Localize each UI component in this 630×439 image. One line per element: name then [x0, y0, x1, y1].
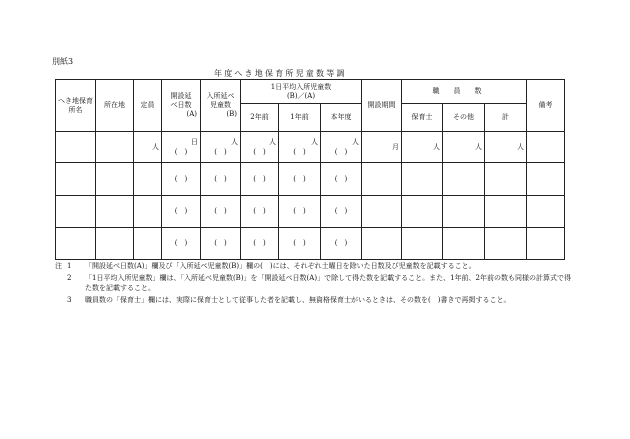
note-number: 1	[67, 262, 72, 270]
cell-this-year[interactable]: ( )	[321, 196, 362, 228]
cell-facility-name[interactable]	[56, 228, 96, 260]
header-two-years-ago: 2年前	[241, 104, 279, 132]
survey-table	[55, 79, 565, 260]
cell-location[interactable]	[96, 228, 134, 260]
cell-two-years-ago[interactable]: ( )	[241, 228, 279, 260]
cell-location[interactable]	[96, 163, 134, 196]
cell-other[interactable]	[443, 163, 485, 196]
header-nursery-teacher: 保育士	[402, 104, 443, 132]
cell-other[interactable]	[443, 228, 485, 260]
header-other: その他	[443, 104, 485, 132]
cell-opening-period[interactable]: 月	[362, 132, 402, 163]
note-item	[55, 262, 575, 271]
header-admitted	[201, 80, 241, 132]
cell-total[interactable]	[485, 163, 527, 196]
cell-admitted[interactable]: ( )	[201, 196, 241, 228]
cell-total[interactable]	[485, 196, 527, 228]
cell-location[interactable]	[96, 196, 134, 228]
header-row-1	[56, 80, 565, 104]
header-daily-average-l2: (B)／(A)	[286, 91, 316, 100]
cell-one-year-ago[interactable]: ( )	[279, 228, 321, 260]
note-text: 職員数の「保育士」欄には、実際に保育士として従事した者を記載し、無資格保育士がいるときは、その数を( )書きで再掲すること。	[85, 296, 511, 305]
cell-facility-name[interactable]	[56, 132, 96, 163]
notes-section	[55, 262, 575, 309]
cell-open-days[interactable]: ( )	[162, 163, 201, 196]
notes-label: 注	[55, 262, 62, 270]
header-open-days	[162, 80, 201, 132]
cell-opening-period[interactable]	[362, 196, 402, 228]
note-text: 「1日平均入所児童数」欄は、「入所延べ児童数(B)」を「開設延べ日数(A)」で除して得た数を記載すること。また、1年前、2年前の数も同様の計算式で得た数を記載すること。	[85, 274, 571, 292]
cell-location[interactable]	[96, 132, 134, 163]
cell-opening-period[interactable]	[362, 228, 402, 260]
cell-remarks[interactable]	[527, 132, 565, 163]
cell-facility-name[interactable]	[56, 163, 96, 196]
header-one-year-ago: 1年前	[279, 104, 321, 132]
cell-this-year[interactable]: ( )	[321, 228, 362, 260]
header-this-year: 本年度	[321, 104, 362, 132]
cell-admitted[interactable]: ( )	[201, 228, 241, 260]
note-item	[55, 296, 575, 305]
cell-facility-name[interactable]	[56, 196, 96, 228]
note-number: 2	[67, 274, 72, 283]
cell-two-years-ago[interactable]: 人 ( )	[241, 132, 279, 163]
header-location: 所在地	[96, 80, 134, 132]
header-facility-name: へき地保育所名	[56, 80, 96, 132]
cell-nursery-teacher[interactable]	[402, 196, 443, 228]
cell-admitted[interactable]: ( )	[201, 163, 241, 196]
note-text: 「開設延べ日数(A)」欄及び「入所延べ児童数(B)」欄の( )には、それぞれ土曜日を除いた日数及び児童数を記載すること。	[85, 262, 476, 270]
table-row	[56, 228, 565, 260]
cell-total[interactable]: 人	[485, 132, 527, 163]
cell-two-years-ago[interactable]: ( )	[241, 196, 279, 228]
cell-remarks[interactable]	[527, 163, 565, 196]
table-row	[56, 132, 565, 163]
cell-nursery-teacher[interactable]: 人	[402, 132, 443, 163]
cell-open-days[interactable]: ( )	[162, 196, 201, 228]
header-admitted-l2: 児童数	[210, 101, 231, 110]
cell-nursery-teacher[interactable]	[402, 228, 443, 260]
cell-remarks[interactable]	[527, 196, 565, 228]
note-number: 3	[67, 296, 72, 305]
cell-one-year-ago[interactable]: 人 ( )	[279, 132, 321, 163]
header-daily-average-l1: 1日平均入所児童数	[270, 82, 332, 91]
header-capacity: 定員	[134, 80, 162, 132]
cell-remarks[interactable]	[527, 228, 565, 260]
note-item	[55, 274, 575, 293]
cell-capacity[interactable]	[134, 196, 162, 228]
cell-opening-period[interactable]	[362, 163, 402, 196]
header-open-days-code: (A)	[186, 109, 197, 118]
cell-other[interactable]	[443, 196, 485, 228]
table-row	[56, 196, 565, 228]
table-row	[56, 163, 565, 196]
header-open-days-l2: べ日数	[170, 101, 192, 110]
cell-two-years-ago[interactable]: ( )	[241, 163, 279, 196]
cell-one-year-ago[interactable]: ( )	[279, 163, 321, 196]
annex-label: 別紙3	[52, 57, 74, 66]
form-title: 年度へき地保育所児童数等調	[214, 69, 347, 78]
header-opening-period: 開設期間	[362, 80, 402, 132]
cell-capacity[interactable]: 人	[134, 132, 162, 163]
header-remarks: 備考	[527, 80, 565, 132]
header-total: 計	[485, 104, 527, 132]
cell-this-year[interactable]: 人 ( )	[321, 132, 362, 163]
cell-capacity[interactable]	[134, 163, 162, 196]
cell-admitted[interactable]: 人 ( )	[201, 132, 241, 163]
cell-this-year[interactable]: ( )	[321, 163, 362, 196]
cell-open-days[interactable]: ( )	[162, 228, 201, 260]
cell-other[interactable]: 人	[443, 132, 485, 163]
header-admitted-code: (B)	[226, 109, 237, 118]
header-staff-count: 職員数	[402, 80, 527, 104]
cell-nursery-teacher[interactable]	[402, 163, 443, 196]
cell-total[interactable]	[485, 228, 527, 260]
cell-one-year-ago[interactable]: ( )	[279, 196, 321, 228]
cell-open-days[interactable]: 日 ( )	[162, 132, 201, 163]
header-admitted-l1: 入所延べ	[206, 92, 235, 101]
header-daily-average	[241, 80, 362, 104]
header-open-days-l1: 開設延	[170, 92, 192, 101]
cell-capacity[interactable]	[134, 228, 162, 260]
